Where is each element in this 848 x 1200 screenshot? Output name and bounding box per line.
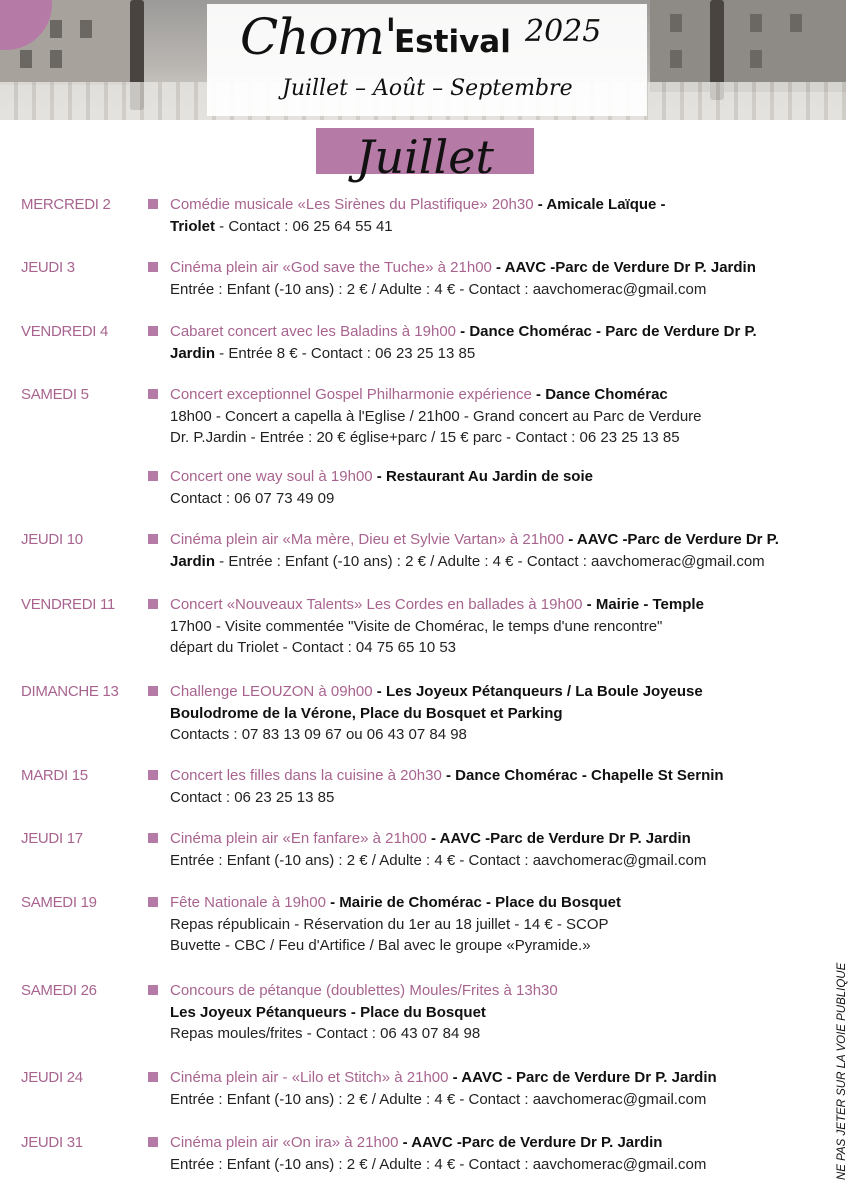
- event-organizer: - Mairie - Temple: [582, 596, 704, 613]
- event-bullet: [148, 199, 158, 209]
- event-line: [170, 829, 691, 849]
- event-bullet: [148, 985, 158, 995]
- event-line: [170, 766, 724, 786]
- event-title: Concert one way soul à 19h00: [170, 468, 373, 485]
- event-organizer: Boulodrome de la Vérone, Place du Bosquet et Parking: [170, 704, 563, 722]
- event-line: [170, 489, 334, 509]
- event-detail: 18h00 - Concert a capella à l'Eglise / 21h00 - Grand concert au Parc de Verdure: [170, 407, 702, 425]
- event-day: SAMEDI 19: [21, 894, 97, 911]
- event-line: [170, 428, 680, 448]
- event-day: JEUDI 3: [21, 259, 75, 276]
- event-detail: Dr. P.Jardin - Entrée : 20 € église+parc / 15 € parc - Contact : 06 23 25 13 85: [170, 429, 680, 446]
- event-detail: Entrée : Enfant (-10 ans) : 2 € / Adulte : 4 € - Contact : aavchomerac@gmail.com: [170, 1155, 707, 1173]
- event-title: Cinéma plein air «God save the Tuche» à 21h00: [170, 259, 492, 276]
- event-line: [170, 280, 706, 300]
- month-heading: Juillet: [356, 130, 494, 184]
- event-title: Comédie musicale «Les Sirènes du Plastifique» 20h30: [170, 196, 534, 213]
- event-line: [170, 788, 334, 808]
- event-organizer: Les Joyeux Pétanqueurs - Place du Bosquet: [170, 1003, 486, 1021]
- event-bullet: [148, 262, 158, 272]
- event-day: VENDREDI 11: [21, 596, 115, 613]
- building-right: [650, 0, 846, 92]
- event-day: SAMEDI 5: [21, 386, 89, 403]
- event-title: Cinéma plein air - «Lilo et Stitch» à 21h00: [170, 1069, 449, 1086]
- event-organizer: - Dance Chomérac - Chapelle St Sernin: [441, 767, 724, 784]
- event-line: [170, 893, 621, 913]
- event-organizer: - Les Joyeux Pétanqueurs / La Boule Joyeuse: [372, 683, 703, 700]
- event-title: Cabaret concert avec les Baladins à 19h00: [170, 323, 457, 340]
- event-title: Concert «Nouveaux Talents» Les Cordes en ballades à 19h00: [170, 596, 583, 613]
- event-detail: - Entrée 8 € - Contact : 06 23 25 13 85: [215, 344, 476, 362]
- event-line: [170, 385, 668, 405]
- event-title: Fête Nationale à 19h00: [170, 894, 326, 911]
- event-bullet: [148, 534, 158, 544]
- event-line: [170, 1068, 717, 1088]
- event-title: Concours de pétanque (doublettes) Moules/Frites à 13h30: [170, 982, 558, 999]
- event-day: VENDREDI 4: [21, 323, 109, 340]
- event-detail: Repas républicain - Réservation du 1er au 18 juillet - 14 € - SCOP: [170, 915, 609, 933]
- event-organizer: Jardin: [170, 552, 216, 570]
- event-bullet: [148, 770, 158, 780]
- event-bullet: [148, 897, 158, 907]
- event-line: [170, 322, 757, 342]
- event-line: [170, 638, 456, 658]
- event-bullet: [148, 686, 158, 696]
- event-detail: 17h00 - Visite commentée "Visite de Chomérac, le temps d'une rencontre": [170, 617, 663, 635]
- event-organizer: - AAVC - Parc de Verdure Dr P. Jardin: [448, 1069, 717, 1086]
- event-day: JEUDI 17: [21, 830, 83, 847]
- event-line: [170, 981, 558, 1001]
- title-year: 2025: [525, 14, 602, 49]
- event-line: [170, 595, 704, 615]
- event-detail: Entrée : Enfant (-10 ans) : 2 € / Adulte : 4 € - Contact : aavchomerac@gmail.com: [170, 1090, 707, 1108]
- event-detail: Contact : 06 23 25 13 85: [170, 788, 335, 806]
- event-day: MERCREDI 2: [21, 196, 111, 213]
- event-detail: Contacts : 07 83 13 09 67 ou 06 43 07 84 98: [170, 726, 467, 743]
- event-day: JEUDI 24: [21, 1069, 83, 1086]
- event-detail: Entrée : Enfant (-10 ans) : 2 € / Adulte : 4 € - Contact : aavchomerac@gmail.com: [170, 280, 707, 298]
- event-organizer: - AAVC -Parc de Verdure Dr P. Jardin: [398, 1134, 663, 1151]
- event-organizer: - Mairie de Chomérac - Place du Bosquet: [325, 894, 622, 911]
- event-line: [170, 552, 765, 572]
- event-day: SAMEDI 26: [21, 982, 97, 999]
- event-title: Cinéma plein air «Ma mère, Dieu et Sylvie Vartan» à 21h00: [170, 531, 565, 548]
- event-bullet: [148, 1072, 158, 1082]
- event-line: [170, 915, 609, 935]
- event-organizer: - AAVC -Parc de Verdure Dr P.: [564, 531, 779, 548]
- event-organizer: - Dance Chomérac: [531, 386, 668, 403]
- event-line: [170, 851, 706, 871]
- event-title: Challenge LEOUZON à 09h00: [170, 683, 373, 700]
- event-title: Cinéma plein air «On ira» à 21h00: [170, 1134, 399, 1151]
- event-organizer: - Amicale Laïque -: [533, 196, 666, 213]
- event-detail: Repas moules/frites - Contact : 06 43 07 84 98: [170, 1025, 481, 1042]
- event-line: [170, 704, 563, 724]
- event-day: JEUDI 31: [21, 1134, 83, 1151]
- event-line: [170, 195, 666, 215]
- event-bullet: [148, 389, 158, 399]
- event-organizer: Jardin: [170, 344, 216, 362]
- event-title: Concert exceptionnel Gospel Philharmonie expérience: [170, 386, 532, 403]
- side-note: NE PAS JETER SUR LA VOIE PUBLIQUE: [836, 962, 848, 1180]
- event-line: [170, 217, 393, 237]
- event-detail: Buvette - CBC / Feu d'Artifice / Bal avec le groupe «Pyramide.»: [170, 937, 591, 954]
- event-line: [170, 682, 703, 702]
- event-day: JEUDI 10: [21, 531, 83, 548]
- event-organizer: - Dance Chomérac - Parc de Verdure Dr P.: [456, 323, 757, 340]
- event-line: [170, 936, 591, 956]
- title-script: Chom': [240, 8, 397, 66]
- event-day: MARDI 15: [21, 767, 88, 784]
- event-line: [170, 1003, 486, 1023]
- event-bullet: [148, 1137, 158, 1147]
- event-bullet: [148, 326, 158, 336]
- event-organizer: Triolet: [170, 217, 216, 235]
- event-bullet: [148, 471, 158, 481]
- event-line: [170, 725, 467, 745]
- event-line: [170, 1155, 706, 1175]
- event-detail: Contact : 06 07 73 49 09: [170, 489, 335, 507]
- event-line: [170, 1024, 480, 1044]
- event-line: [170, 407, 702, 427]
- event-day: DIMANCHE 13: [21, 683, 119, 700]
- event-line: [170, 617, 662, 637]
- event-detail: - Contact : 06 25 64 55 41: [215, 217, 393, 235]
- event-detail: départ du Triolet - Contact : 04 75 65 10 53: [170, 639, 457, 656]
- event-organizer: - AAVC -Parc de Verdure Dr P. Jardin: [426, 830, 691, 847]
- event-bullet: [148, 833, 158, 843]
- event-title: Cinéma plein air «En fanfare» à 21h00: [170, 830, 427, 847]
- event-organizer: - Restaurant Au Jardin de soie: [372, 468, 593, 485]
- event-bullet: [148, 599, 158, 609]
- event-line: [170, 344, 475, 364]
- event-detail: - Entrée : Enfant (-10 ans) : 2 € / Adulte : 4 € - Contact : aavchomerac@gmail.com: [215, 552, 765, 570]
- event-line: [170, 1133, 662, 1153]
- event-line: [170, 467, 593, 487]
- title-months: Juillet – Août – Septembre: [282, 76, 573, 101]
- header-banner: [0, 0, 846, 120]
- event-detail: Entrée : Enfant (-10 ans) : 2 € / Adulte : 4 € - Contact : aavchomerac@gmail.com: [170, 851, 707, 869]
- event-line: [170, 258, 756, 278]
- event-title: Concert les filles dans la cuisine à 20h30: [170, 767, 442, 784]
- title-bold: Estival: [394, 24, 511, 60]
- event-line: [170, 530, 779, 550]
- event-organizer: - AAVC -Parc de Verdure Dr P. Jardin: [491, 259, 756, 276]
- event-line: [170, 1090, 706, 1110]
